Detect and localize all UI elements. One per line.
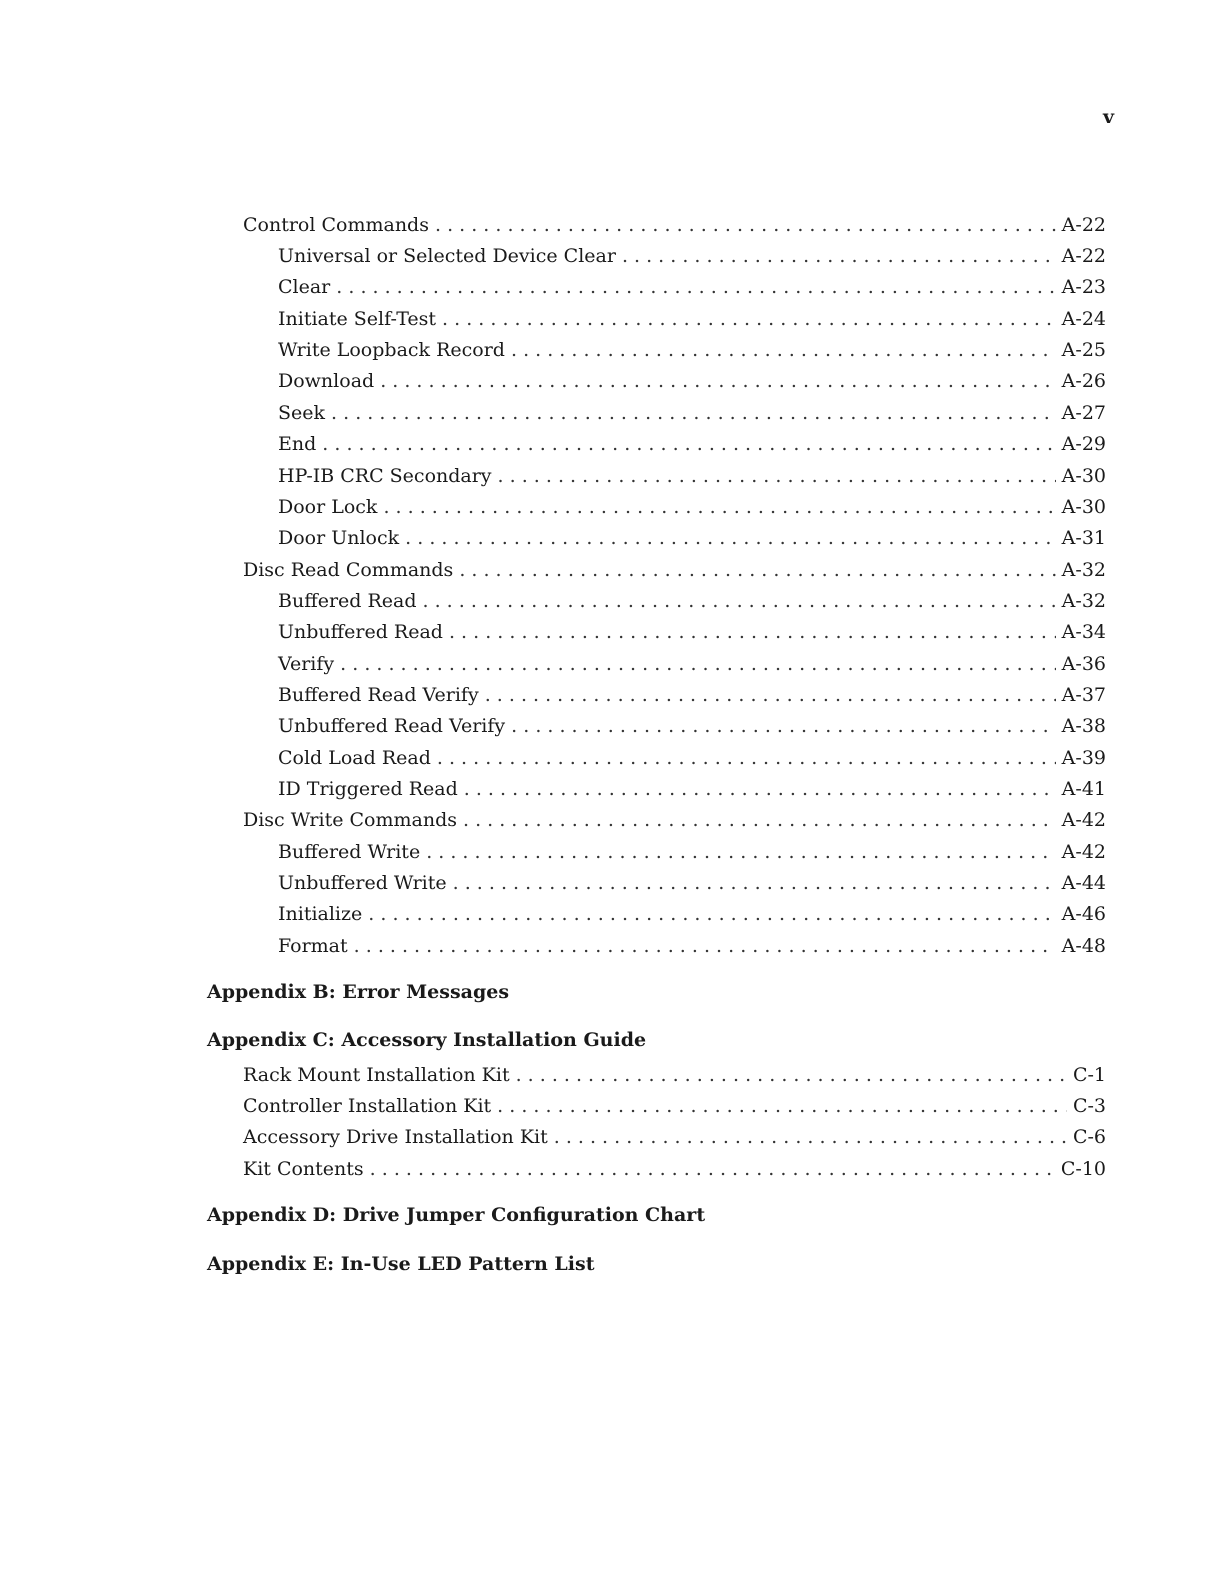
- toc-entry-label: Buffered Read Verify: [278, 684, 479, 706]
- toc-entry-label: Accessory Drive Installation Kit: [243, 1126, 548, 1148]
- dot-leader: [622, 241, 1056, 271]
- dot-leader: [405, 523, 1056, 553]
- dot-leader: [497, 1091, 1067, 1121]
- toc-entry-page: A-32: [1061, 559, 1106, 581]
- toc-entry-label: Verify: [278, 653, 335, 675]
- toc-entry-buffered-read-verify[interactable]: [278, 680, 1106, 710]
- dot-leader: [516, 1060, 1067, 1090]
- toc-entry-page: A-34: [1061, 621, 1106, 643]
- appendix-c-heading[interactable]: Appendix C: Accessory Installation Guide: [207, 1029, 647, 1051]
- dot-leader: [463, 805, 1056, 835]
- toc-entry-disc-write-commands[interactable]: [243, 805, 1106, 835]
- toc-entry-label: Seek: [278, 402, 326, 424]
- toc-entry-page: A-29: [1061, 433, 1106, 455]
- toc-entry-label: Control Commands: [243, 214, 429, 236]
- toc-entry-universal-or-selected-device-clear[interactable]: [278, 241, 1106, 271]
- toc-entry-label: Format: [278, 935, 348, 957]
- toc-entry-hp-ib-crc-secondary[interactable]: [278, 461, 1106, 491]
- dot-leader: [449, 617, 1056, 647]
- toc-entry-label: Buffered Read: [278, 590, 417, 612]
- dot-leader: [442, 304, 1056, 334]
- dot-leader: [498, 461, 1056, 491]
- toc-entry-label: Kit Contents: [243, 1158, 364, 1180]
- toc-entry-label: End: [278, 433, 317, 455]
- toc-entry-unbuffered-read-verify[interactable]: [278, 711, 1106, 741]
- toc-entry-page: C-6: [1072, 1126, 1106, 1148]
- toc-entry-accessory-drive-installation-kit[interactable]: [243, 1122, 1106, 1152]
- dot-leader: [426, 837, 1055, 867]
- toc-entry-label: Clear: [278, 276, 331, 298]
- toc-entry-disc-read-commands[interactable]: [243, 555, 1106, 585]
- toc-entry-label: Controller Installation Kit: [243, 1095, 492, 1117]
- toc-entry-kit-contents[interactable]: [243, 1154, 1106, 1184]
- toc-entry-unbuffered-write[interactable]: [278, 868, 1106, 898]
- toc-entry-unbuffered-read[interactable]: [278, 617, 1106, 647]
- toc-entry-label: Buffered Write: [278, 841, 421, 863]
- toc-entry-page: A-42: [1061, 809, 1106, 831]
- toc-entry-label: Download: [278, 370, 375, 392]
- toc-entry-control-commands[interactable]: [243, 210, 1106, 240]
- toc-entry-door-lock[interactable]: [278, 492, 1106, 522]
- dot-leader: [511, 335, 1056, 365]
- toc-entry-page: A-36: [1061, 653, 1106, 675]
- toc-entry-label: Unbuffered Write: [278, 872, 447, 894]
- appendix-b-heading[interactable]: Appendix B: Error Messages: [207, 981, 510, 1003]
- dot-leader: [340, 649, 1056, 679]
- dot-leader: [459, 555, 1055, 585]
- toc-entry-page: A-25: [1061, 339, 1106, 361]
- toc-entry-label: Door Lock: [278, 496, 378, 518]
- toc-entry-page: A-37: [1061, 684, 1106, 706]
- dot-leader: [437, 743, 1056, 773]
- dot-leader: [485, 680, 1056, 710]
- toc-entry-page: A-30: [1061, 465, 1106, 487]
- appendix-e-heading[interactable]: Appendix E: In-Use LED Pattern List: [207, 1253, 595, 1275]
- dot-leader: [464, 774, 1056, 804]
- toc-entry-label: Initialize: [278, 903, 363, 925]
- dot-leader: [554, 1122, 1067, 1152]
- dot-leader: [331, 398, 1056, 428]
- toc-entry-initialize[interactable]: [278, 899, 1106, 929]
- dot-leader: [354, 931, 1056, 961]
- toc-entry-page: A-26: [1061, 370, 1106, 392]
- dot-leader: [511, 711, 1056, 741]
- toc-entry-buffered-write[interactable]: [278, 837, 1106, 867]
- toc-entry-label: Cold Load Read: [278, 747, 431, 769]
- toc-entry-page: A-48: [1061, 935, 1106, 957]
- toc-entry-page: A-46: [1061, 903, 1106, 925]
- toc-entry-door-unlock[interactable]: [278, 523, 1106, 553]
- dot-leader: [435, 210, 1056, 240]
- dot-leader: [383, 492, 1055, 522]
- dot-leader: [370, 1154, 1055, 1184]
- toc-entry-page: A-27: [1061, 402, 1106, 424]
- toc-entry-label: Disc Write Commands: [243, 809, 457, 831]
- toc-entry-page: A-39: [1061, 747, 1106, 769]
- toc-entry-controller-installation-kit[interactable]: [243, 1091, 1106, 1121]
- toc-entry-label: Unbuffered Read Verify: [278, 715, 506, 737]
- toc-entry-id-triggered-read[interactable]: [278, 774, 1106, 804]
- toc-entry-rack-mount-installation-kit[interactable]: [243, 1060, 1106, 1090]
- dot-leader: [322, 429, 1055, 459]
- toc-entry-label: ID Triggered Read: [278, 778, 458, 800]
- toc-entry-label: HP-IB CRC Secondary: [278, 465, 492, 487]
- appendix-d-heading[interactable]: Appendix D: Drive Jumper Configuration Chart: [207, 1204, 706, 1226]
- toc-entry-label: Unbuffered Read: [278, 621, 443, 643]
- toc-entry-buffered-read[interactable]: [278, 586, 1106, 616]
- toc-entry-cold-load-read[interactable]: [278, 743, 1106, 773]
- toc-entry-page: A-22: [1061, 245, 1106, 267]
- toc-entry-clear[interactable]: [278, 272, 1106, 302]
- toc-entry-page: A-44: [1061, 872, 1106, 894]
- toc-entry-page: C-10: [1060, 1158, 1106, 1180]
- toc-entry-verify[interactable]: [278, 649, 1106, 679]
- toc-entry-label: Write Loopback Record: [278, 339, 505, 361]
- toc-entry-initiate-self-test[interactable]: [278, 304, 1106, 334]
- toc-entry-page: C-1: [1072, 1064, 1106, 1086]
- toc-entry-page: A-30: [1061, 496, 1106, 518]
- toc-entry-label: Rack Mount Installation Kit: [243, 1064, 510, 1086]
- toc-entry-page: A-38: [1061, 715, 1106, 737]
- dot-leader: [380, 366, 1055, 396]
- toc-entry-page: A-23: [1061, 276, 1106, 298]
- toc-entry-label: Initiate Self-Test: [278, 308, 437, 330]
- toc-entry-end[interactable]: [278, 429, 1106, 459]
- toc-entry-download[interactable]: [278, 366, 1106, 396]
- toc-entry-write-loopback-record[interactable]: [278, 335, 1106, 365]
- toc-entry-label: Universal or Selected Device Clear: [278, 245, 616, 267]
- toc-entry-page: A-42: [1061, 841, 1106, 863]
- dot-leader: [423, 586, 1056, 616]
- toc-entry-page: C-3: [1072, 1095, 1106, 1117]
- toc-entry-page: A-22: [1061, 214, 1106, 236]
- toc-entry-format[interactable]: [278, 931, 1106, 961]
- dot-leader: [453, 868, 1056, 898]
- toc-entry-page: A-41: [1061, 778, 1106, 800]
- toc-entry-label: Door Unlock: [278, 527, 400, 549]
- toc-entry-page: A-24: [1061, 308, 1106, 330]
- page-number: v: [1102, 106, 1114, 128]
- toc-entry-page: A-32: [1061, 590, 1106, 612]
- dot-leader: [368, 899, 1055, 929]
- toc-entry-seek[interactable]: [278, 398, 1106, 428]
- dot-leader: [336, 272, 1055, 302]
- toc-entry-page: A-31: [1061, 527, 1106, 549]
- toc-entry-label: Disc Read Commands: [243, 559, 454, 581]
